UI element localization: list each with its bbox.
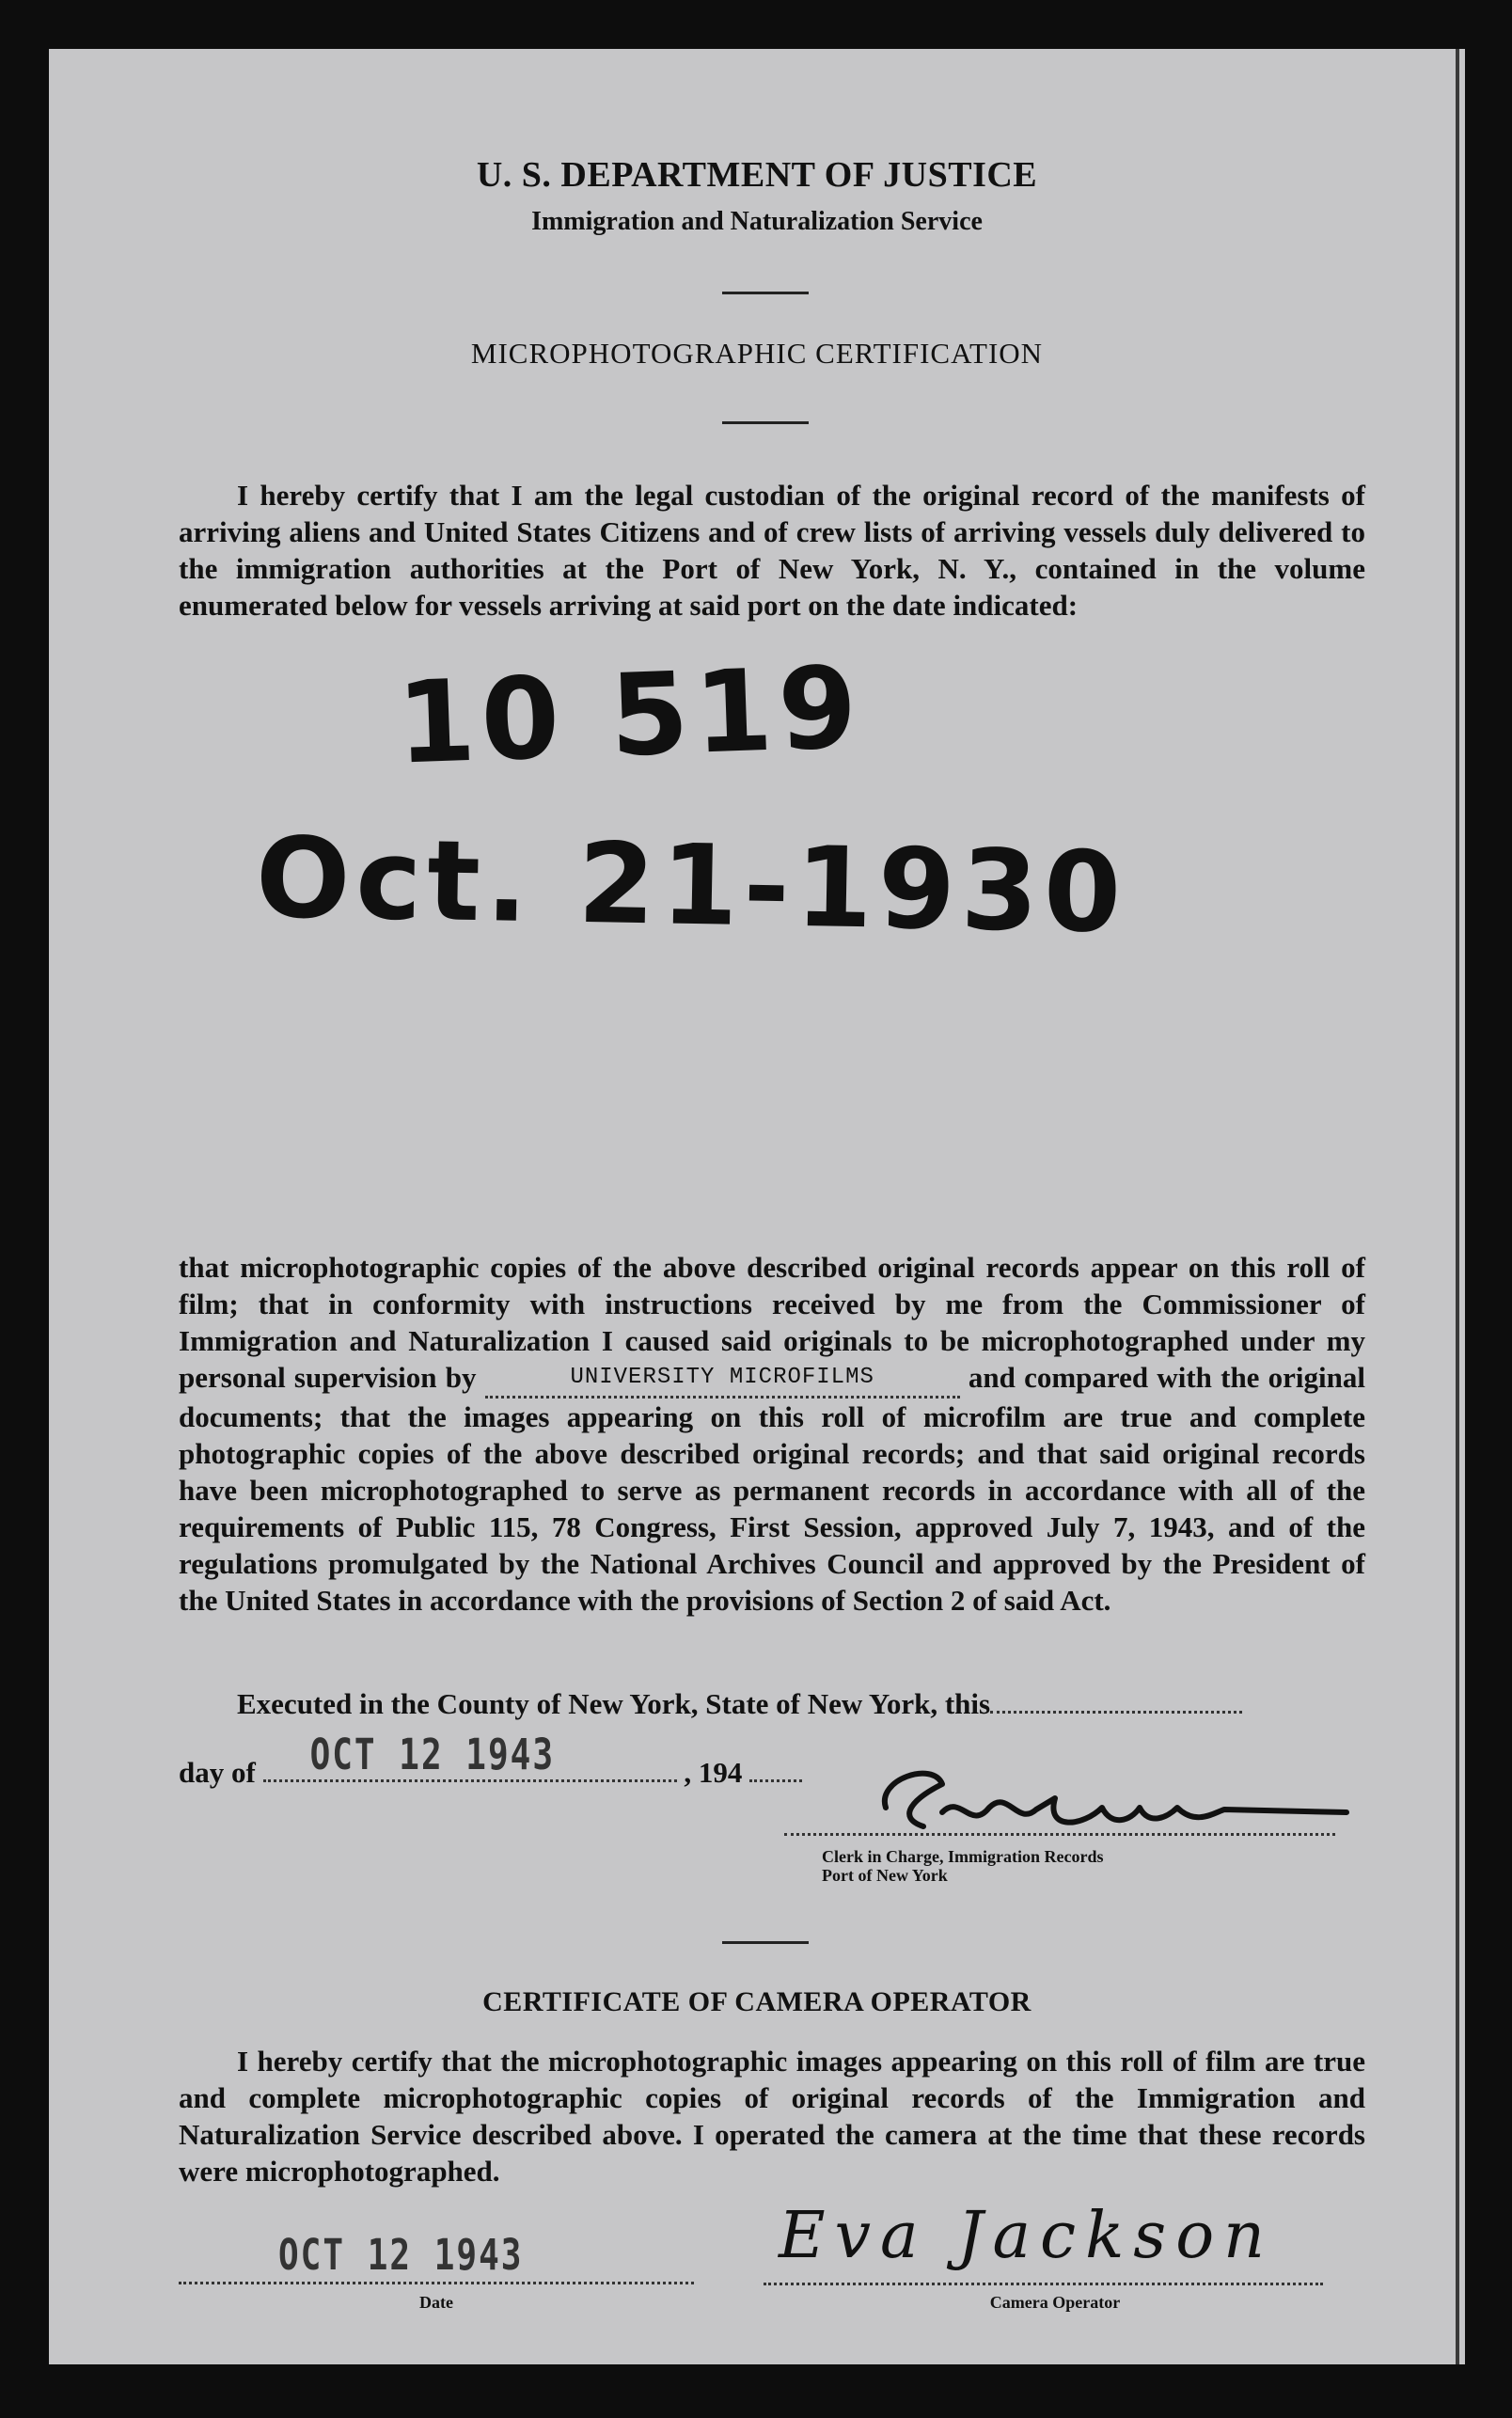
executed-day-blank <box>990 1686 1242 1714</box>
handwritten-volume: 10 519 <box>394 642 865 790</box>
service-subtitle: Immigration and Naturalization Service <box>531 207 983 236</box>
stamped-date: OCT 12 1943 <box>309 1731 555 1780</box>
camera-certificate-heading: CERTIFICATE OF CAMERA OPERATOR <box>482 1986 1032 2017</box>
body-paragraph <box>179 1249 1365 1619</box>
divider <box>722 1941 809 1944</box>
intro-paragraph <box>179 477 1365 624</box>
divider <box>722 292 809 294</box>
operator-typed: UNIVERSITY MICROFILMS <box>485 1359 960 1399</box>
operator-label: Camera Operator <box>989 2293 1121 2312</box>
day-of-label: day of <box>179 1756 256 1789</box>
camera-certificate-paragraph <box>179 2043 1365 2189</box>
divider <box>722 421 809 424</box>
day-of-blank <box>263 1731 677 1782</box>
year-label: , 194 <box>684 1756 743 1789</box>
executed-text: Executed in the County of New York, State of New York, this <box>237 1687 991 1720</box>
form-title: MICROPHOTOGRAPHIC CERTIFICATION <box>470 337 1044 370</box>
camera-date-blank <box>179 2231 694 2284</box>
date-label: Date <box>419 2293 453 2312</box>
clerk-title-line1: Clerk in Charge, Immigration Records <box>822 1847 1104 1866</box>
clerk-signature-line <box>784 1831 1335 1836</box>
year-blank <box>749 1755 802 1782</box>
clerk-signature <box>820 1742 1365 1864</box>
department-title: U. S. DEPARTMENT OF JUSTICE <box>476 155 1038 195</box>
body-text-part1: that microphotographic copies of the above described original records appear on this roll of film; that in conformity with instructions received by me from the Commissioner of Immigration and Naturalization I caused said originals to be microphotographed under my personal supervision by <box>179 1251 1365 1394</box>
camera-stamped-date: OCT 12 1943 <box>278 2231 524 2281</box>
operator-signature: Eva Jackson <box>779 2199 1274 2273</box>
certificate-sheet <box>49 49 1465 2364</box>
camera-certificate-text: I hereby certify that the microphotographic images appearing on this roll of film are true and complete microphotographic copies of original records of the Immigration and Naturalization Service described above. I operated the camera at the time that these records were microphotographed. <box>179 2045 1365 2188</box>
intro-text: I hereby certify that I am the legal custodian of the original record of the manifests of arriving aliens and United States Citizens and of crew lists of arriving vessels duly delivered to the immigration authorities at the Port of New York, N. Y., contained in the volume enumerated below for vessels arriving at said port on the date indicated: <box>179 479 1365 622</box>
body-text-part2: and compared with the original documents; that the images appearing on this roll of microfilm are true and complete photographic copies of the above described original records; and that said original records have been microphotographed to serve as permanent records in accordance with all of the requirements of Public 115, 78 Congress, First Session, approved July 7, 1943, and of the regulations promulgated by the National Archives Council and approved by the President of the United States in accordance with the provisions of Section 2 of said Act. <box>179 1361 1365 1617</box>
day-of-line <box>179 1731 802 1790</box>
clerk-title <box>822 1847 1103 1885</box>
handwritten-date: Oct. 21-1930 <box>254 812 1128 958</box>
operator-signature-line <box>764 2281 1323 2285</box>
executed-line <box>179 1685 1365 1722</box>
clerk-title-line2: Port of New York <box>822 1866 948 1885</box>
